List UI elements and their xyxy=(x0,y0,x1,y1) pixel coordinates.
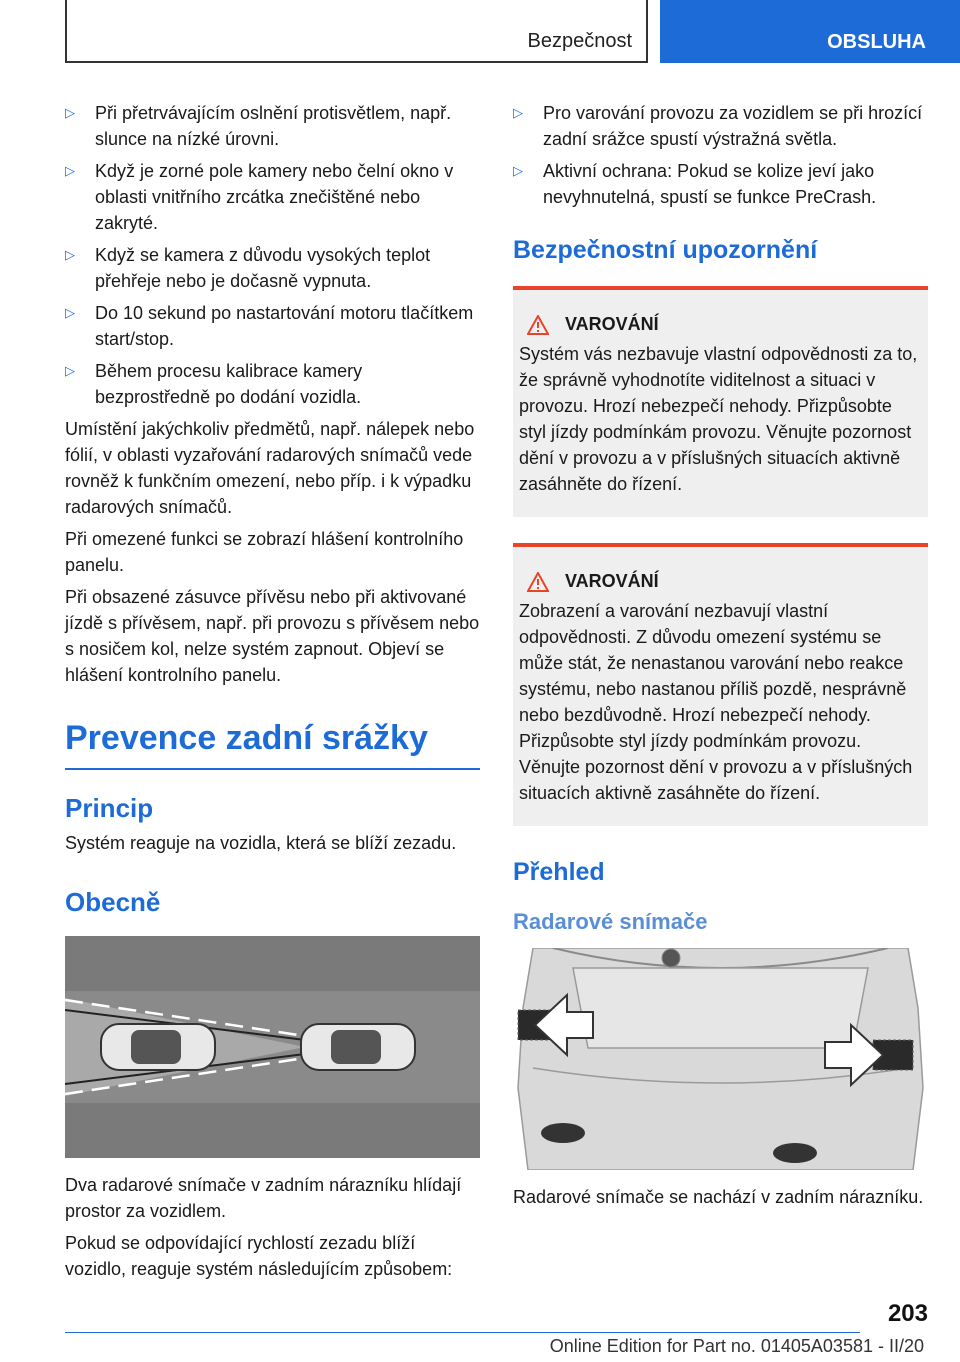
paragraph: Umístění jakýchkoliv předmětů, např. nálepek nebo fólií, v oblasti vyzařování radarových snímačů vede rovněž k funkčním omezení, nebo příp. i k výpadku radarových snímačů. xyxy=(65,419,475,517)
section-heading-main: Prevence zadní srážky xyxy=(65,718,480,770)
footer-edition xyxy=(0,1336,924,1357)
triangle-bullet-icon: ▷ xyxy=(65,247,75,262)
warning-title: VAROVÁNÍ xyxy=(565,571,659,591)
list-item-text: Aktivní ochrana: Pokud se kolize jeví jako nevyhnutelná, spustí se funkce PreCrash. xyxy=(543,161,877,207)
car-icon xyxy=(301,1024,415,1070)
header-section-title: Bezpečnost xyxy=(527,30,632,52)
warning-text: Zobrazení a varování nezbavují vlastní odpovědnosti. Z důvodu omezení systému se může stát, že nenastanou varování nebo reakce systému, nebo nastanou příliš pozdě, nesprávně nebo bezdůvodně. Hrozí nebezpečí nehody. Přizpůsobte styl jízdy podmínkám provozu. Věnujte pozornost dění v provozu a v příslušných situacích aktivně zasáhněte do řízení. xyxy=(519,601,913,803)
list-item xyxy=(513,100,928,152)
rear-bumper-radar-illustration xyxy=(513,948,928,1170)
heading-safety: Bezpečnostní upozornění xyxy=(513,236,818,264)
list-item xyxy=(65,242,480,294)
page-number: 203 xyxy=(887,1300,928,1327)
list-item-text: Během procesu kalibrace kamery bezprostředně po dodání vozidla. xyxy=(95,361,363,407)
warning-text: Systém vás nezbavuje vlastní odpovědnosti za to, že správně vyhodnotíte viditelnost a situaci v provozu. Hrozí nebezpečí nehody. Přizpůsobte styl jízdy podmínkám provozu. Věnujte pozornost dění v provozu a v příslušných situacích aktivně zasáhněte do řízení. xyxy=(519,344,918,494)
triangle-bullet-icon: ▷ xyxy=(513,163,523,178)
princip-text: Systém reaguje na vozidla, která se blíží zezadu. xyxy=(65,833,457,853)
caption-paragraph: Pokud se odpovídající rychlostí zezadu blíží vozidlo, reaguje systém následujícím způsobem: xyxy=(65,1233,453,1279)
left-column xyxy=(65,100,480,1288)
heading-princip: Princip xyxy=(65,793,154,823)
heading-prehled: Přehled xyxy=(513,858,605,886)
paragraph: Při omezené funkci se zobrazí hlášení kontrolního panelu. xyxy=(65,529,464,575)
heading-obecne: Obecně xyxy=(65,887,161,917)
triangle-bullet-icon: ▷ xyxy=(513,105,523,120)
warning-triangle-icon xyxy=(527,315,549,335)
triangle-bullet-icon: ▷ xyxy=(65,105,75,120)
warning-title: VAROVÁNÍ xyxy=(565,314,659,334)
triangle-bullet-icon: ▷ xyxy=(65,305,75,320)
car-icon xyxy=(101,1024,215,1070)
caption-paragraph: Dva radarové snímače v zadním nárazníku hlídají prostor za vozidlem. xyxy=(65,1175,462,1221)
warning-box xyxy=(513,543,928,826)
list-item-text: Pro varování provozu za vozidlem se při hrozící zadní srážce spustí výstražná světla. xyxy=(543,103,923,149)
right-column xyxy=(513,100,928,1216)
triangle-bullet-icon: ▷ xyxy=(65,363,75,378)
warning-triangle-icon xyxy=(527,572,549,592)
list-item-text: Do 10 sekund po nastartování motoru tlačítkem start/stop. xyxy=(95,303,474,349)
warning-box xyxy=(513,286,928,517)
header-chapter-label: OBSLUHA xyxy=(827,31,926,53)
list-item xyxy=(65,358,480,410)
list-item xyxy=(65,300,480,352)
list-item-text: Když se kamera z důvodu vysokých teplot přehřeje nebo je dočasně vypnuta. xyxy=(95,245,431,291)
triangle-bullet-icon: ▷ xyxy=(65,163,75,178)
warning-title-row xyxy=(519,571,920,592)
warning-title-row xyxy=(519,314,920,335)
footer-divider xyxy=(65,1332,860,1333)
footer-edition-text: Online Edition for Part no. 01405A03581 - II/20 xyxy=(549,1336,924,1356)
list-item-text: Když je zorné pole kamery nebo čelní okno v oblasti vnitřního zrcátka znečištěné nebo zakryté. xyxy=(95,161,454,233)
header-chapter-tab xyxy=(660,0,960,63)
radar-caption: Radarové snímače se nachází v zadním nárazníku. xyxy=(513,1187,924,1207)
radar-coverage-illustration xyxy=(65,936,480,1158)
list-item xyxy=(65,100,480,152)
list-item xyxy=(513,158,928,210)
heading-radar: Radarové snímače xyxy=(513,909,708,934)
list-item xyxy=(65,158,480,236)
list-item-text: Při přetrvávajícím oslnění protisvětlem, např. slunce na nízké úrovni. xyxy=(95,103,452,149)
paragraph: Při obsazené zásuvce přívěsu nebo při aktivované jízdě s přívěsem, např. při provozu s přívěsem nebo s nosičem kol, nelze systém zapnout. Objeví se hlášení kontrolního panelu. xyxy=(65,587,480,685)
header-box xyxy=(65,0,648,63)
